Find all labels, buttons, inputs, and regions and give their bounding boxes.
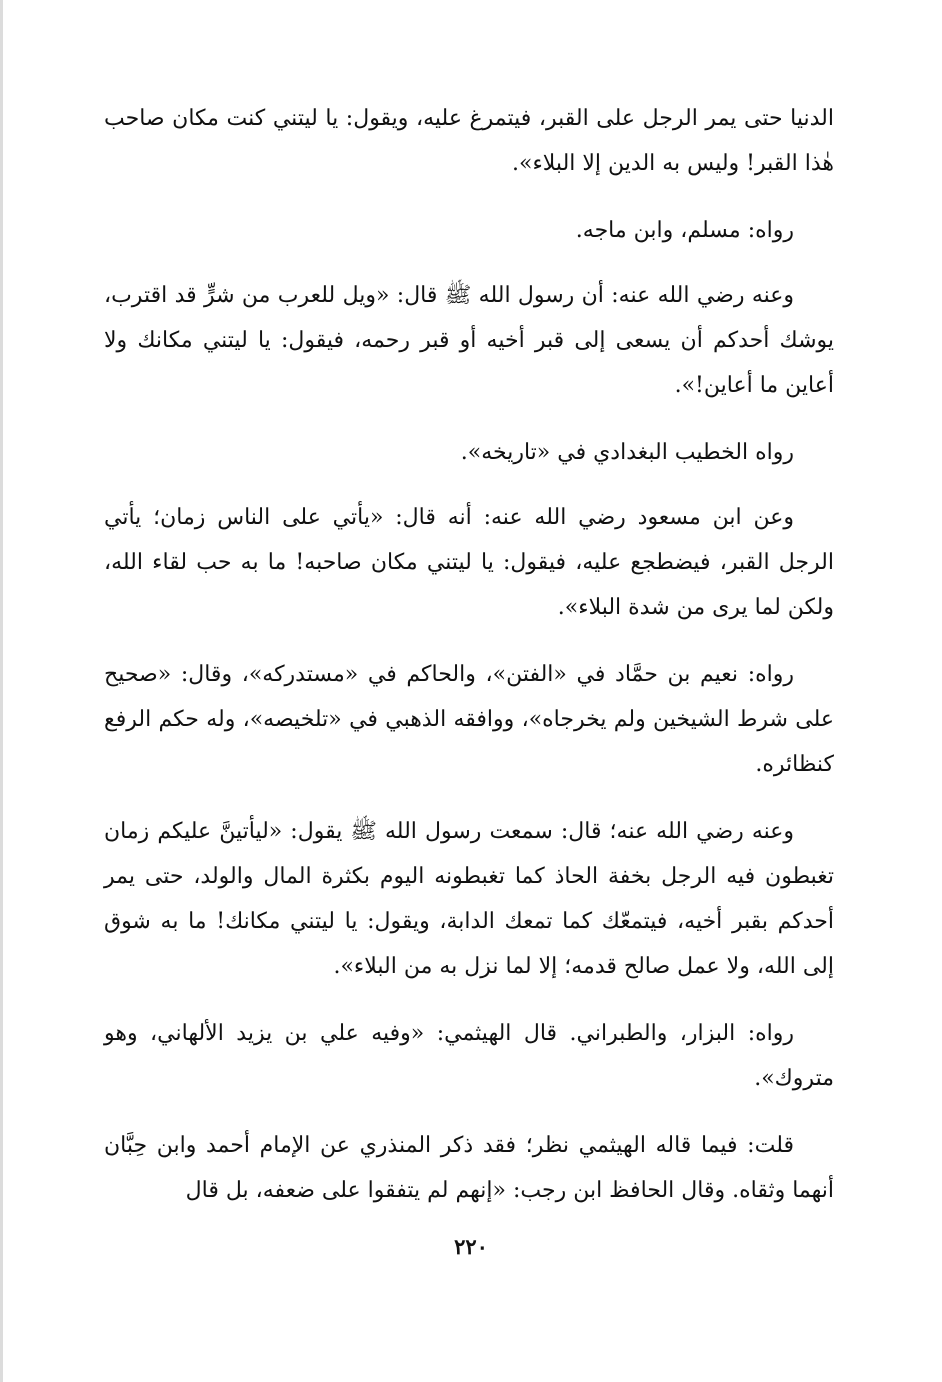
- paragraph-source-khatib: رواه الخطيب البغدادي في «تاريخه».: [460, 440, 794, 465]
- paragraph-continuation: الدنيا حتى يمر الرجل على القبر، فيتمرغ عليه، ويقول: يا ليتني كنت مكان صاحب هٰذا القبر! وليس به الدين إلا البلاء».: [104, 106, 834, 176]
- paragraph-ibn-masud: وعن ابن مسعود رضي الله عنه: أنه قال: «يأتي على الناس زمان؛ يأتي الرجل القبر، فيضطجع عليه، فيقول: يا ليتني مكان صاحبه! ما به حب لقاء الله، ولكن لما يرى من شدة البلاء».: [104, 505, 834, 620]
- page-edge: [0, 0, 3, 1382]
- paragraph-source-bazzar: رواه: البزار، والطبراني. قال الهيثمي: «وفيه علي بن يزيد الألهاني، وهو متروك».: [104, 1021, 834, 1091]
- paragraph-source-nuaim: رواه: نعيم بن حمَّاد في «الفتن»، والحاكم في «مستدركه»، وقال: «صحيح على شرط الشيخين ولم يخرجاه»، ووافقه الذهبي في «تلخيصه»، وله حكم الرفع كنظائره.: [104, 662, 834, 777]
- paragraph-comment: قلت: فيما قاله الهيثمي نظر؛ فقد ذكر المنذري عن الإمام أحمد وابن حِبَّان أنهما وثقاه. وقال الحافظ ابن رجب: «إنهم لم يتفقوا على ضعفه، بل قال: [104, 1133, 834, 1203]
- paragraph-source-muslim: رواه: مسلم، وابن ماجه.: [575, 218, 794, 243]
- page-number: ٢٢٠: [454, 1234, 488, 1259]
- paragraph-hadith-zaman: وعنه رضي الله عنه؛ قال: سمعت رسول الله ﷺ يقول: «ليأتينَّ عليكم زمان تغبطون فيه الرجل بخفة الحاذ كما تغبطونه اليوم بكثرة المال والولد، حتى يمر أحدكم بقبر أخيه، فيتمعّك كما تمعك الدابة، ويقول: يا ليتني مكانك! ما به شوق إلى الله، ولا عمل صالح قدمه؛ إلا لما نزل به من البلاء».: [104, 819, 834, 979]
- paragraph-hadith-arabs: وعنه رضي الله عنه: أن رسول الله ﷺ قال: «ويل للعرب من شرٍّ قد اقترب، يوشك أحدكم أن يسعى إلى قبر أخيه أو قبر رحمه، فيقول: يا ليتني مكانك ولا أعاين ما أعاين!».: [104, 283, 834, 398]
- page-body: [104, 96, 834, 1235]
